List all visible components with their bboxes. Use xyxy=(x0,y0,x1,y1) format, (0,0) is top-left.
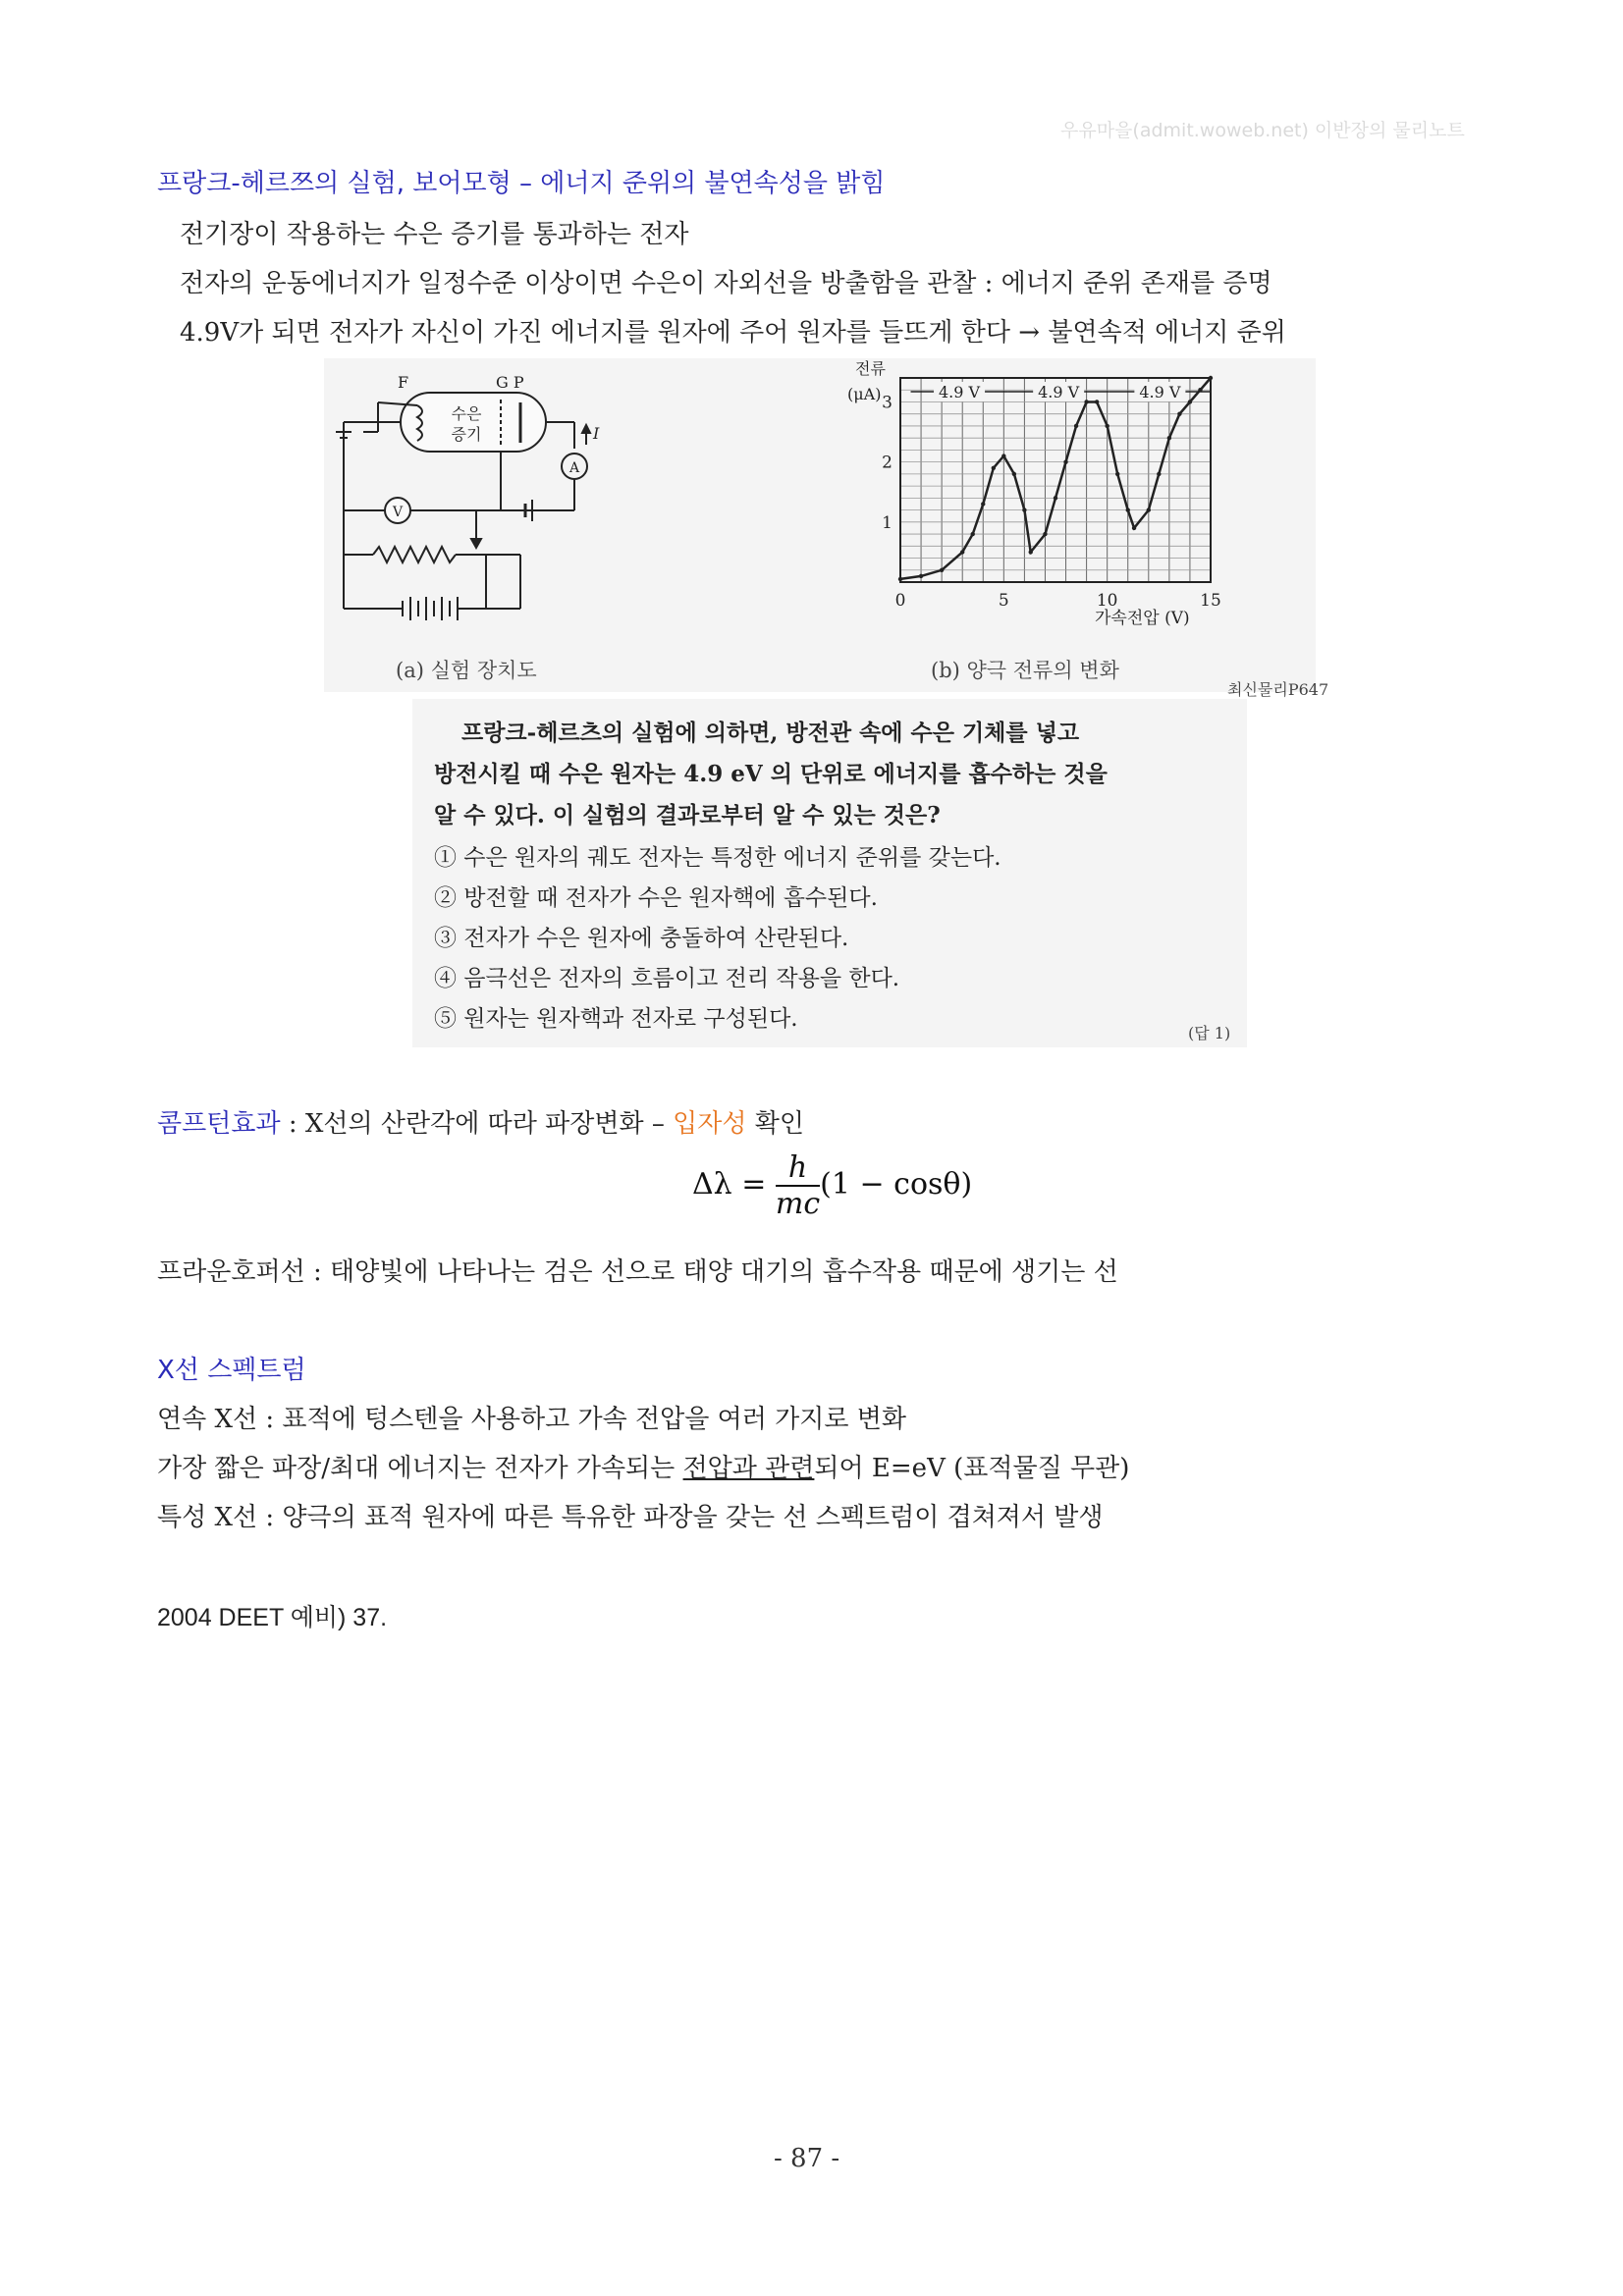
y-tick-label: 1 xyxy=(882,512,893,533)
formula-lhs: Δλ = xyxy=(692,1167,767,1201)
x-tick-label: 0 xyxy=(894,591,906,611)
x-axis-label: 가속전압 (V) xyxy=(1095,609,1190,628)
compton-formula xyxy=(692,1150,972,1221)
fraunhofer-line: 프라운호퍼선 : 태양빛에 나타나는 검은 선으로 태양 대기의 흡수작용 때문에 생기는 선 xyxy=(157,1257,1118,1287)
text-line: 전자의 운동에너지가 일정수준 이상이면 수은이 자외선을 방출함을 관찰 : 에너지 준위 존재를 증명 xyxy=(180,269,1272,298)
compton-line xyxy=(157,1103,804,1140)
text-line: 4.9V가 되면 전자가 자신이 가진 에너지를 원자에 주어 원자를 들뜨게 한다 → 불연속적 에너지 준위 xyxy=(180,318,1286,347)
ammeter-symbol: A xyxy=(568,460,580,476)
xray-underlined: 전압과 관련 xyxy=(682,1454,815,1483)
tube-label: 수은 xyxy=(451,404,482,423)
source-label: 최신물리P647 xyxy=(1227,680,1329,699)
x-tick-label: 10 xyxy=(1096,591,1118,611)
caption-graph: (b) 양극 전류의 변화 xyxy=(931,659,1119,682)
answer-option: ① 수은 원자의 궤도 전자는 특정한 에너지 준위를 갖는다. xyxy=(434,845,1001,871)
voltmeter-symbol: V xyxy=(392,505,404,520)
question-panel xyxy=(412,699,1247,1047)
compton-text: : X선의 산란각에 따라 파장변화 – xyxy=(280,1109,674,1139)
label-gp: G P xyxy=(496,373,524,392)
annotation-label: 4.9 V xyxy=(1038,383,1080,401)
y-axis-label: (μA) xyxy=(847,385,882,403)
text-line: 전기장이 작용하는 수은 증기를 통과하는 전자 xyxy=(180,220,689,249)
xray-text: 되어 E=eV (표적물질 무관) xyxy=(814,1454,1130,1483)
x-tick-label: 15 xyxy=(1200,591,1221,611)
compton-highlight: 입자성 xyxy=(673,1109,747,1139)
xray-text: 가장 짧은 파장/최대 에너지는 전자가 가속되는 xyxy=(157,1454,683,1483)
y-tick-label: 3 xyxy=(882,393,893,413)
tube-label: 증기 xyxy=(451,425,482,444)
question-stem: 알 수 있다. 이 실험의 결과로부터 알 수 있는 것은? xyxy=(434,802,941,828)
problem-reference: 2004 DEET 예비) 37. xyxy=(157,1604,388,1631)
answer-option: ② 방전할 때 전자가 수은 원자핵에 흡수된다. xyxy=(434,885,878,911)
xray-line: 연속 X선 : 표적에 텅스텐을 사용하고 가속 전압을 여러 가지로 변화 xyxy=(157,1405,906,1434)
x-tick-label: 5 xyxy=(998,591,1009,611)
xray-line: 특성 X선 : 양극의 표적 원자에 따른 특유한 파장을 갖는 선 스펙트럼이 겹쳐져서 발생 xyxy=(157,1503,1104,1532)
plot-frame xyxy=(900,378,1211,582)
page-number: - 87 - xyxy=(774,2144,840,2173)
current-label: I xyxy=(593,424,600,443)
formula-fraction xyxy=(776,1150,820,1221)
franck-hertz-chart xyxy=(839,358,1242,653)
apparatus-diagram xyxy=(324,358,648,653)
caption-apparatus: (a) 실험 장치도 xyxy=(396,659,537,682)
compton-label: 콤프턴효과 xyxy=(157,1109,281,1139)
series-line xyxy=(900,378,1211,579)
xray-line xyxy=(157,1448,1129,1484)
answer-option: ④ 음극선은 전자의 흐름이고 전리 작용을 한다. xyxy=(434,966,900,991)
question-stem: 프랑크-헤르츠의 실험에 의하면, 방전관 속에 수은 기체를 넣고 xyxy=(461,720,1080,746)
formula-rhs: (1 − cosθ) xyxy=(820,1167,973,1201)
section-heading-xray: X선 스펙트럼 xyxy=(157,1356,306,1385)
y-tick-label: 2 xyxy=(882,453,893,473)
formula-numerator: h xyxy=(776,1150,820,1187)
answer-option: ⑤ 원자는 원자핵과 전자로 구성된다. xyxy=(434,1006,798,1032)
compton-text: 확인 xyxy=(746,1109,804,1139)
answer-option: ③ 전자가 수은 원자에 충돌하여 산란된다. xyxy=(434,926,849,951)
question-stem: 방전시킬 때 수은 원자는 4.9 eV 의 단위로 에너지를 흡수하는 것을 xyxy=(434,761,1108,787)
annotation-label: 4.9 V xyxy=(1139,383,1181,401)
annotation-label: 4.9 V xyxy=(938,383,981,401)
formula-denominator: mc xyxy=(775,1187,821,1221)
y-axis-label: 전류 xyxy=(855,359,886,378)
label-f: F xyxy=(398,373,409,392)
section-heading-franck-hertz: 프랑크-헤르쯔의 실험, 보어모형 – 에너지 준위의 불연속성을 밝힘 xyxy=(157,169,886,198)
watermark: 우유마을(admit.woweb.net) 이반장의 물리노트 xyxy=(1060,120,1465,141)
answer-key: (답 1) xyxy=(1188,1024,1231,1042)
